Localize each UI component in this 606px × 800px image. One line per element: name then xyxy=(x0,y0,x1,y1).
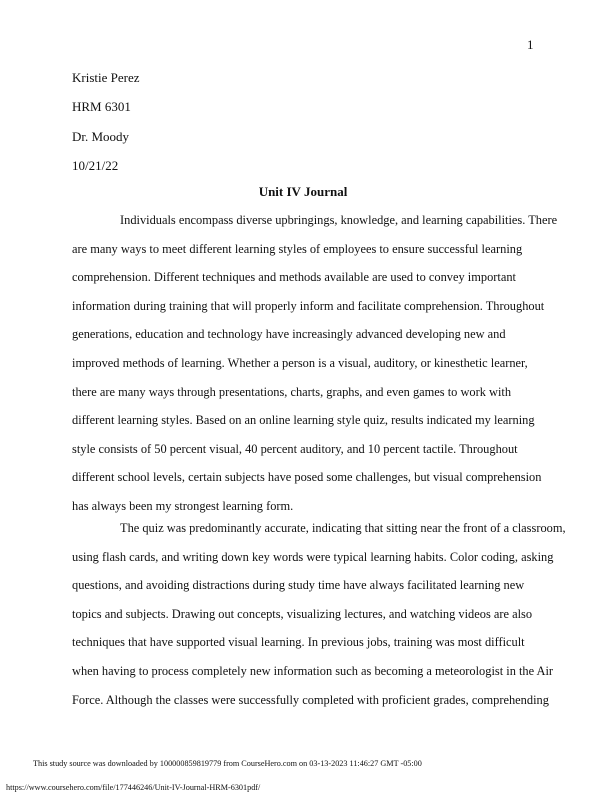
paragraph-line: there are many ways through presentations, charts, graphs, and even games to work with xyxy=(72,384,512,399)
paragraph-2 xyxy=(72,514,566,714)
source-url[interactable]: https://www.coursehero.com/file/177446246/Unit-IV-Journal-HRM-6301pdf/ xyxy=(6,783,261,792)
paragraph-line: style consists of 50 percent visual, 40 percent auditory, and 10 percent tactile. Throughout xyxy=(72,441,518,456)
page-number: 1 xyxy=(527,37,534,52)
instructor-name: Dr. Moody xyxy=(72,128,130,144)
paragraph-line: topics and subjects. Drawing out concepts, visualizing lectures, and watching videos are also xyxy=(72,606,533,621)
course-code: HRM 6301 xyxy=(72,99,131,115)
author-name: Kristie Perez xyxy=(72,70,140,85)
paragraph-line: techniques that have supported visual learning. In previous jobs, training was most difficult xyxy=(72,635,525,650)
paragraph-line: different school levels, certain subjects have posed some challenges, but visual comprehension xyxy=(72,470,542,485)
header-block xyxy=(72,70,140,188)
paragraph-line: The quiz was predominantly accurate, indicating that sitting near the front of a classroom, xyxy=(120,521,566,535)
paragraph-line: are many ways to meet different learning styles of employees to ensure successful learning xyxy=(72,241,523,256)
paragraph-line: questions, and avoiding distractions during study time have always facilitated learning new xyxy=(72,578,525,593)
document-date: 10/21/22 xyxy=(72,158,119,174)
paragraph-line: Individuals encompass diverse upbringings, knowledge, and learning capabilities. There xyxy=(120,213,558,227)
paragraph-line: has always been my strongest learning form. xyxy=(72,498,294,513)
download-notice: This study source was downloaded by 100000859819779 from CourseHero.com on 03-13-2023 11:46:27 GMT -05:00 xyxy=(33,759,422,768)
document-title: Unit IV Journal xyxy=(258,184,348,199)
paragraph-line: improved methods of learning. Whether a person is a visual, auditory, or kinesthetic learner, xyxy=(72,355,528,370)
paragraph-line: different learning styles. Based on an online learning style quiz, results indicated my learning xyxy=(72,413,535,428)
paragraph-line: Force. Although the classes were successfully completed with proficient grades, comprehending xyxy=(72,692,549,707)
paragraph-line: generations, education and technology have increasingly advanced developing new and xyxy=(72,327,506,342)
paragraph-line: information during training that will properly inform and facilitate comprehension. Throughout xyxy=(72,298,545,313)
paragraph-1 xyxy=(72,206,558,521)
paragraph-line: comprehension. Different techniques and methods available are used to convey important xyxy=(72,270,516,285)
paragraph-line: when having to process completely new information such as becoming a meteorologist in the Air xyxy=(72,663,554,678)
paragraph-line: using flash cards, and writing down key words were typical learning habits. Color coding, asking xyxy=(72,549,554,564)
